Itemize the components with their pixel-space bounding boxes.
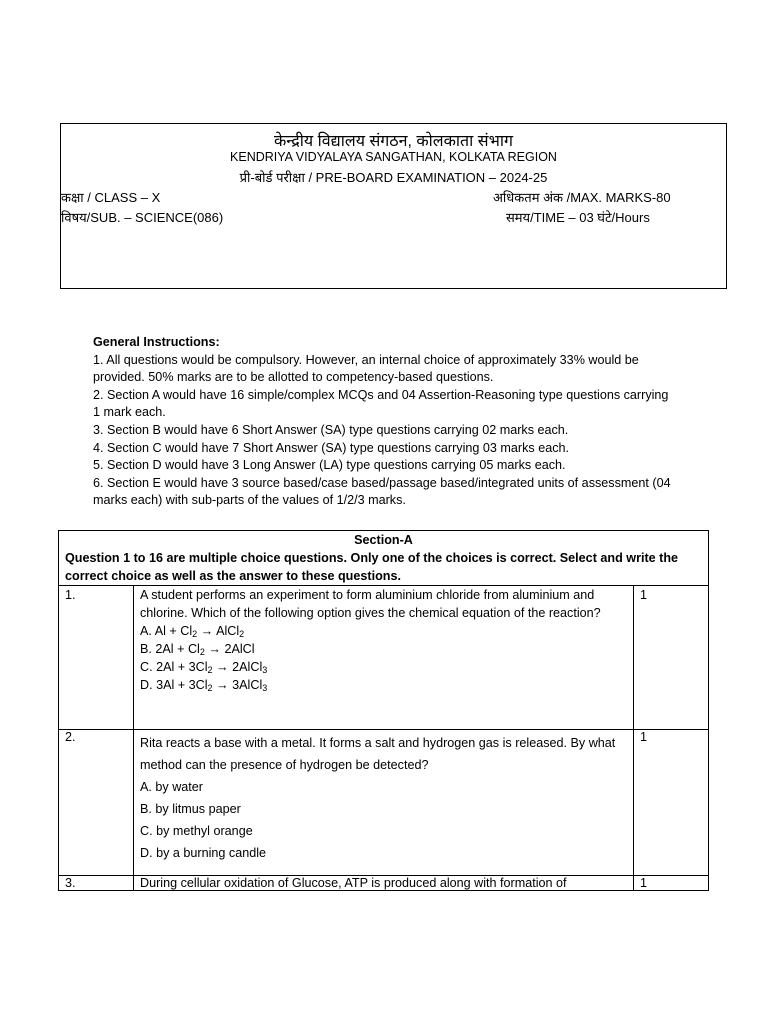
option-c: C. by methyl orange [140,824,253,838]
instruction-item: 6. Section E would have 3 source based/case based/passage based/integrated units of assessment (04 marks each) with sub-parts of the values of 1/2/3 marks. [93,475,671,508]
general-instructions [93,334,673,510]
question-marks: 1 [634,730,709,876]
question-body [134,586,634,730]
option-b: B. by litmus paper [140,802,241,816]
subject-label: विषय/SUB. – SCIENCE(086) [61,210,224,225]
option-a: A. by water [140,780,203,794]
exam-header [60,123,727,289]
english-org-title: KENDRIYA VIDYALAYA SANGATHAN, KOLKATA REGION [230,150,557,164]
class-label: कक्षा / CLASS – X [61,190,161,205]
option-b: B. $2Al + Cl_2$ → 2AlCl [140,642,255,657]
instruction-item: 2. Section A would have 16 simple/complex MCQs and 04 Assertion-Reasoning type questions carrying 1 mark each. [93,387,669,420]
option-a: A. $Al + Cl_2$ → AlCl$_2$ [140,624,245,639]
question-text: Rita reacts a base with a metal. It forms a salt and hydrogen gas is released. By what method can the presence of hydrogen be detected? [140,736,616,772]
section-description: Question 1 to 16 are multiple choice questions. Only one of the choices is correct. Select and write the correct choice as well as the answer to these questions. [65,551,679,583]
question-number: 3. [59,876,134,891]
section-title: Section-A [354,533,413,547]
exam-title: प्री-बोर्ड परीक्षा / PRE-BOARD EXAMINATION – 2024-25 [239,170,548,185]
question-body [134,730,634,876]
question-number: 1. [59,586,134,730]
question-marks: 1 [634,876,709,891]
option-d: D. $3Al + 3Cl_2$ → 3AlCl$_3$ [140,678,268,693]
instructions-title: General Instructions: [93,335,220,349]
instruction-item: 4. Section C would have 7 Short Answer (SA) type questions carrying 03 marks each. [93,440,569,455]
question-row [59,876,709,891]
instruction-item: 5. Section D would have 3 Long Answer (LA) type questions carrying 05 marks each. [93,458,566,473]
hindi-org-title: केन्द्रीय विद्यालय संगठन, कोलकाता संभाग [274,133,513,150]
max-marks-label: अधिकतम अंक /MAX. MARKS-80 [493,190,671,205]
question-text: A student performs an experiment to form aluminium chloride from aluminium and chlorine. Which of the following option gives the chemical equation of the reaction? [140,588,601,620]
option-c: C. $2Al + 3Cl_2$ → 2AlCl$_3$ [140,660,268,675]
time-label: समय/TIME – 03 घंटे/Hours [506,210,650,225]
question-marks: 1 [634,586,709,730]
section-a-table [58,530,709,891]
instruction-item: 1. All questions would be compulsory. However, an internal choice of approximately 33% would be provided. 50% marks are to be allotted to competency-based questions. [93,352,639,385]
section-header-row [59,531,709,586]
question-row [59,586,709,730]
question-number: 2. [59,730,134,876]
instruction-item: 3. Section B would have 6 Short Answer (SA) type questions carrying 02 marks each. [93,422,569,437]
question-row [59,730,709,876]
question-text: During cellular oxidation of Glucose, ATP is produced along with formation of [134,876,634,891]
option-d: D. by a burning candle [140,846,267,860]
